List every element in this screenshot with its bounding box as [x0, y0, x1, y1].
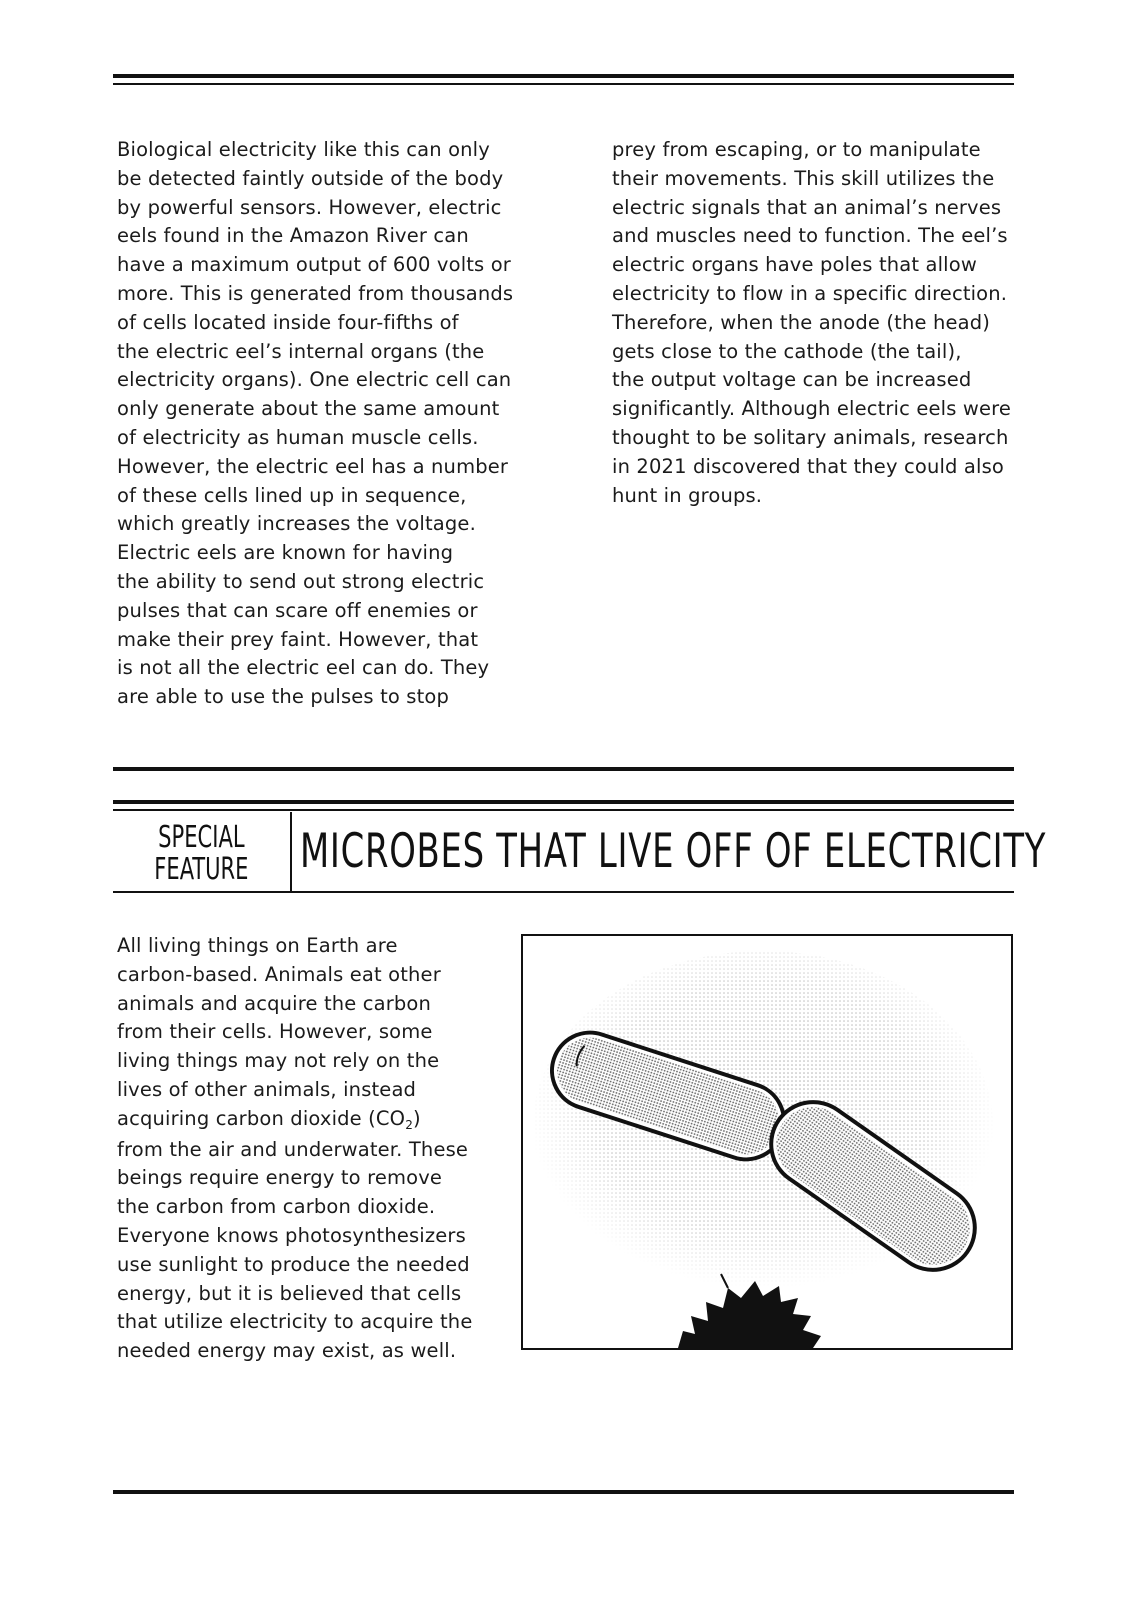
text-line: Therefore, when the anode (the head) — [612, 310, 991, 334]
text-line: only generate about the same amount — [117, 397, 500, 421]
text-line: which greatly increases the voltage. — [117, 512, 476, 536]
feature-header-separator — [290, 812, 292, 892]
text-line: that utilize electricity to acquire the — [117, 1310, 473, 1334]
text-line: significantly. Although electric eels were — [612, 397, 1011, 421]
text-line: the carbon from carbon dioxide. — [117, 1195, 436, 1219]
text-line-formula — [117, 1105, 472, 1136]
formula-suffix: ) — [412, 1106, 421, 1130]
text-line: by powerful sensors. However, electric — [117, 195, 502, 219]
text-line: lives of other animals, instead — [117, 1077, 417, 1101]
text-line: use sunlight to produce the needed — [117, 1252, 470, 1276]
text-line: the ability to send out strong electric — [117, 569, 485, 593]
text-line: prey from escaping, or to manipulate — [612, 138, 981, 161]
text-line: carbon-based. Animals eat other — [117, 962, 441, 986]
feature-tag-line1: SPECIAL — [157, 819, 245, 855]
text-line: from the air and underwater. These — [117, 1137, 469, 1161]
feature-header-top-rule — [113, 800, 1014, 812]
text-line: eels found in the Amazon River can — [117, 224, 469, 248]
text-line: from their cells. However, some — [117, 1020, 433, 1044]
article-right-column — [612, 136, 1011, 510]
section-divider — [113, 767, 1014, 771]
text-line: Everyone knows photosynthesizers — [117, 1223, 466, 1247]
text-line: make their prey faint. However, that — [117, 627, 479, 651]
text-line: gets close to the cathode (the tail), — [612, 339, 962, 363]
text-line: Electric eels are known for having — [117, 541, 454, 565]
microbe-illustration-panel — [521, 934, 1013, 1350]
top-double-rule — [113, 74, 1014, 86]
text-line: have a maximum output of 600 volts or — [117, 253, 511, 277]
special-feature-tag — [113, 815, 289, 892]
text-line: needed energy may exist, as well. — [117, 1339, 457, 1363]
text-line: hunt in groups. — [612, 483, 763, 507]
text-line: more. This is generated from thousands — [117, 281, 514, 305]
text-line: their movements. This skill utilizes the — [612, 166, 995, 190]
text-line: energy, but it is believed that cells — [117, 1281, 462, 1305]
text-line: All living things on Earth are — [117, 934, 398, 957]
bottom-rule — [113, 1490, 1014, 1494]
text-line: thought to be solitary animals, research — [612, 425, 1009, 449]
feature-title: MICROBES THAT LIVE OFF OF ELECTRICITY — [300, 824, 1047, 879]
feature-header-bottom-rule — [113, 891, 1014, 893]
feature-body — [117, 932, 472, 1366]
text-line: electricity to flow in a specific direction. — [612, 281, 1008, 305]
text-line: Biological electricity like this can only — [117, 138, 490, 161]
microbe-illustration — [523, 936, 1011, 1348]
text-line: the electric eel’s internal organs (the — [117, 339, 485, 363]
text-line: of these cells lined up in sequence, — [117, 483, 467, 507]
feature-tag-line2: FEATURE — [153, 851, 249, 887]
text-line: are able to use the pulses to stop — [117, 685, 450, 709]
text-line: electricity organs). One electric cell can — [117, 368, 512, 392]
text-line: the output voltage can be increased — [612, 368, 972, 392]
text-line: pulses that can scare off enemies or — [117, 598, 478, 622]
article-left-column — [117, 136, 513, 712]
formula-subscript: 2 — [405, 1117, 413, 1132]
text-line: of cells located inside four-fifths of — [117, 310, 459, 334]
text-line: beings require energy to remove — [117, 1166, 443, 1190]
text-line: electric organs have poles that allow — [612, 253, 977, 277]
text-line: be detected faintly outside of the body — [117, 166, 504, 190]
text-line: living things may not rely on the — [117, 1049, 440, 1073]
text-line: electric signals that an animal’s nerves — [612, 195, 1002, 219]
text-line: of electricity as human muscle cells. — [117, 425, 479, 449]
text-line: animals and acquire the carbon — [117, 991, 431, 1015]
text-line: However, the electric eel has a number — [117, 454, 509, 478]
text-line: is not all the electric eel can do. They — [117, 656, 490, 680]
formula-prefix: acquiring carbon dioxide (CO — [117, 1106, 406, 1130]
text-line: and muscles need to function. The eel’s — [612, 224, 1008, 248]
text-line: in 2021 discovered that they could also — [612, 454, 1004, 478]
